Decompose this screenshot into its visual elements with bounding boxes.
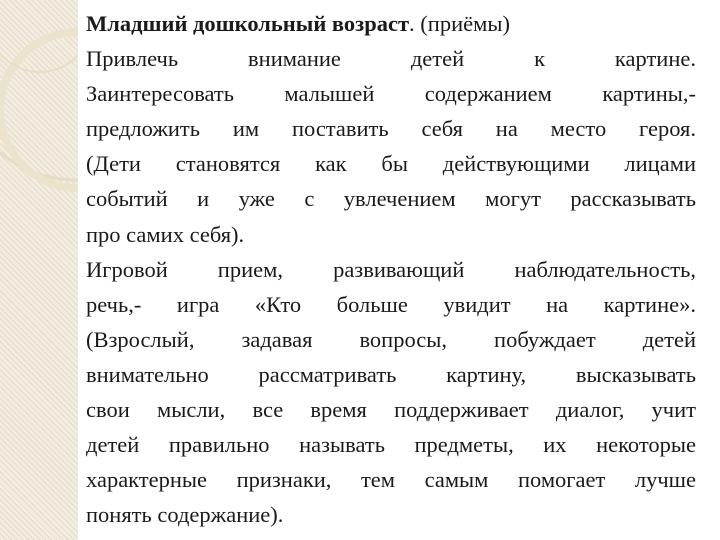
paragraph-2-line-1: Игровой прием, развивающий наблюдательность, [86,256,696,282]
paragraph-2-line-6: детей правильно называть предметы, их некоторые [86,432,696,458]
paragraph-1-line-2: Заинтересовать малышей содержанием картины,- [86,81,696,107]
slide-text [86,6,696,532]
paragraph-1-line-1: Привлечь внимание детей к картине. [86,46,696,72]
heading-rest-text: . (приёмы) [409,11,510,36]
slide-content [78,0,720,540]
paragraph-1-line-3: предложить им поставить себя на место героя. [86,116,696,142]
paragraph-1-line-6: про самих себя). [86,221,245,247]
heading-bold-text: Младший дошкольный возраст [86,11,410,36]
paragraph-1-line-5: событий и уже с увлечением могут рассказывать [86,186,696,212]
decorative-ring-medium [0,32,78,188]
paragraph-2-line-3: (Взрослый, задавая вопросы, побуждает детей [86,326,696,352]
paragraph-2-line-2: речь,- игра «Кто больше увидит на картине». [86,291,696,317]
slide-heading [86,6,696,41]
decorative-rings [0,0,78,540]
paragraph-1-line-4: (Дети становятся как бы действующими лицами [86,151,696,177]
paragraph-2-line-4: внимательно рассматривать картину, высказывать [86,361,696,387]
decorative-side-panel [0,0,78,540]
paragraph-2-line-7: характерные признаки, тем самым помогает лучше [86,467,696,493]
paragraph-2-line-8: понять содержание). [86,502,284,528]
paragraph-2-line-5: свои мысли, все время поддерживает диалог, учит [86,397,696,423]
